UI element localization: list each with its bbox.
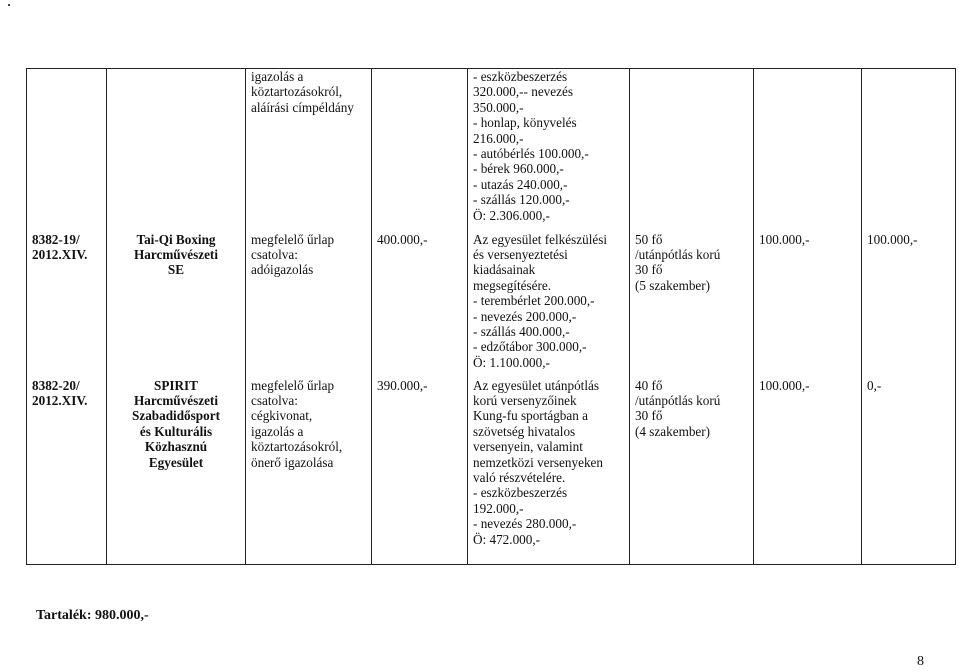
cell-id: 8382-20/ 2012.XIV. [27,378,107,565]
cell-name: SPIRIT Harcművészeti Szabadidősport és Kulturális Közhasznú Egyesület [107,378,246,565]
cell-name: Tai-Qi Boxing Harcművészeti SE [107,232,246,378]
stray-dot [8,4,10,6]
cell-id: 8382-19/ 2012.XIV. [27,232,107,378]
cell-requested: 390.000,- [372,378,468,565]
cell-participants [630,69,754,232]
cell-proposed [754,69,862,232]
cell-participants: 40 fő /utánpótlás korú 30 fő (4 szakember) [630,378,754,565]
cell-granted [862,69,956,232]
cell-proposed: 100.000,- [754,378,862,565]
cell-requested [372,69,468,232]
table-row [27,69,956,232]
cell-granted: 0,- [862,378,956,565]
cell-name [107,69,246,232]
cell-proposed: 100.000,- [754,232,862,378]
cell-participants: 50 fő /utánpótlás korú 30 fő (5 szakember) [630,232,754,378]
grant-table [26,68,956,565]
cell-purpose: Az egyesület utánpótlás korú versenyzőinek Kung-fu sportágban a szövetség hivatalos versenyein, valamint nemzetközi versenyeken való részvételére. - eszközbeszerzés 192.000,- - nevezés 280.000,- Ö: 472.000,- [468,378,630,565]
cell-granted: 100.000,- [862,232,956,378]
cell-purpose: - eszközbeszerzés 320.000,-- nevezés 350.000,- - honlap, könyvelés 216.000,- - autóbérlés 100.000,- - bérek 960.000,- - utazás 240.000,- - szállás 120.000,- Ö: 2.306.000,- [468,69,630,232]
cell-id [27,69,107,232]
cell-requested: 400.000,- [372,232,468,378]
table-row [27,232,956,378]
reserve-total: Tartalék: 980.000,- [36,608,149,623]
cell-attachments: megfelelő űrlap csatolva: cégkivonat, igazolás a köztartozásokról, önerő igazolása [246,378,372,565]
cell-purpose: Az egyesület felkészülési és versenyeztetési kiadásainak megsegítésére. - terembérlet 200.000,- - nevezés 200.000,- - szállás 400.000,- - edzőtábor 300.000,- Ö: 1.100.000,- [468,232,630,378]
cell-attachments: igazolás a köztartozásokról, aláírási címpéldány [246,69,372,232]
page-number: 8 [917,654,924,669]
table-row [27,378,956,565]
cell-attachments: megfelelő űrlap csatolva: adóigazolás [246,232,372,378]
